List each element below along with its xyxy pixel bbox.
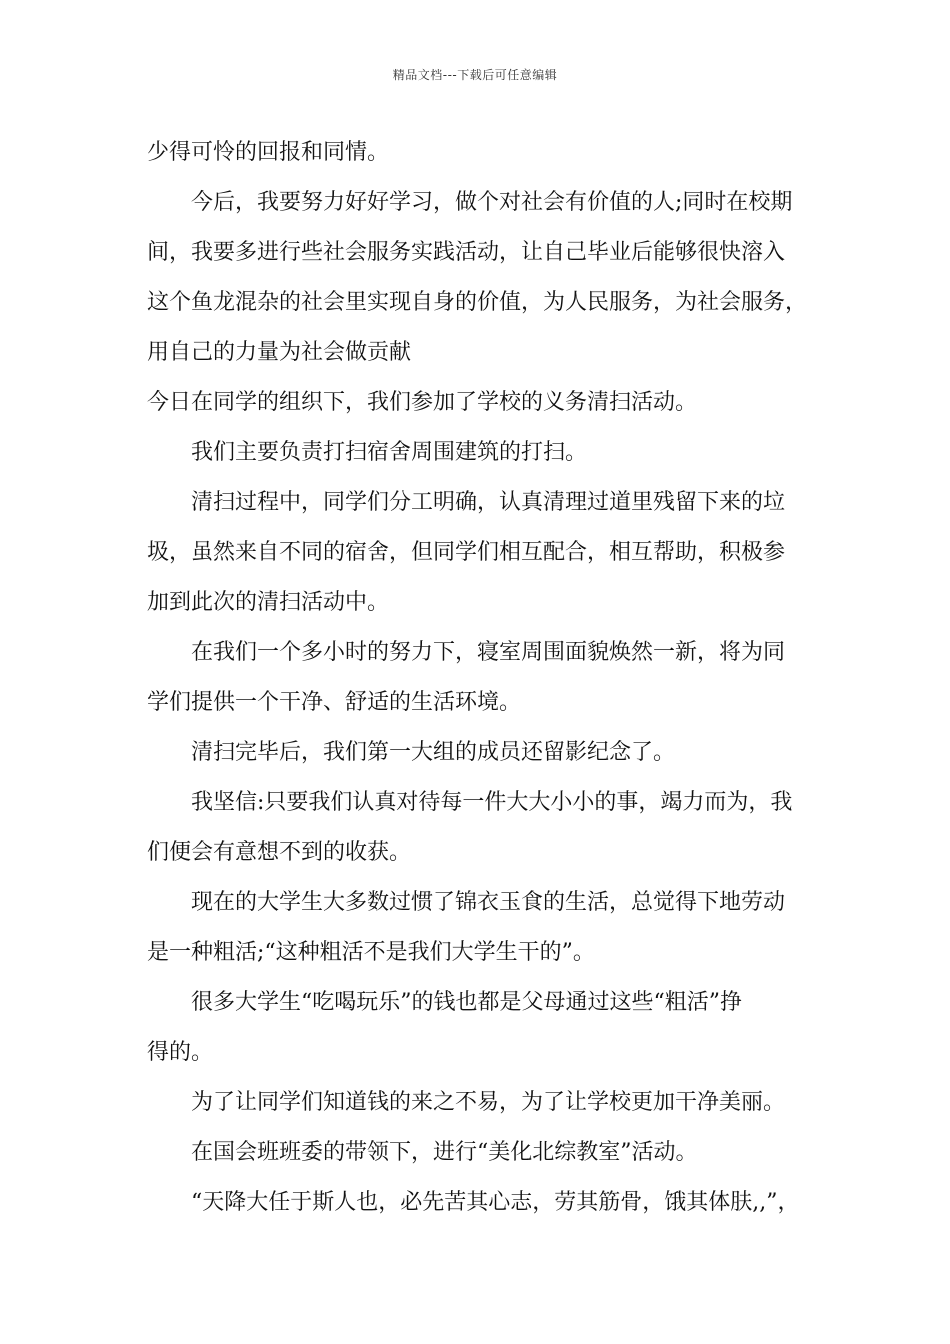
text-line: 在我们一个多小时的努力下，寝室周围面貌焕然一新，将为同 <box>191 640 786 665</box>
text-line: 今日在同学的组织下，我们参加了学校的义务清扫活动。 <box>147 390 698 415</box>
text-line: 得的。 <box>147 1040 214 1065</box>
text-line: 学们提供一个干净、舒适的生活环境。 <box>147 690 522 715</box>
text-line: 圾，虽然来自不同的宿舍，但同学们相互配合，相互帮助，积极参 <box>147 540 786 565</box>
text-line: 这个鱼龙混杂的社会里实现自身的价值，为人民服务，为社会服务， <box>147 290 808 315</box>
text-line: 是一种粗活;“这种粗活不是我们大学生干的”。 <box>147 940 595 965</box>
text-line: 我坚信:只要我们认真对待每一件大大小小的事，竭力而为，我 <box>191 790 793 815</box>
text-line: 加到此次的清扫活动中。 <box>147 590 390 615</box>
text-line: 少得可怜的回报和同情。 <box>147 140 390 165</box>
text-line: 间，我要多进行些社会服务实践活动，让自己毕业后能够很快溶入 <box>147 240 786 265</box>
text-line: 今后，我要努力好好学习，做个对社会有价值的人;同时在校期 <box>191 190 793 215</box>
document-body <box>147 128 827 1228</box>
page-header: 精品文档---下载后可任意编辑 <box>392 68 558 82</box>
text-line: 们便会有意想不到的收获。 <box>147 840 412 865</box>
text-line: 很多大学生“吃喝玩乐”的钱也都是父母通过这些“粗活”挣 <box>191 990 742 1015</box>
text-line: “天降大任于斯人也，必先苦其心志，劳其筋骨，饿其体肤,,”， <box>191 1190 800 1215</box>
text-line: 清扫过程中，同学们分工明确，认真清理过道里残留下来的垃 <box>191 490 786 515</box>
text-line: 在国会班班委的带领下，进行“美化北综教室”活动。 <box>191 1140 698 1165</box>
text-line: 现在的大学生大多数过惯了锦衣玉食的生活，总觉得下地劳动 <box>191 890 786 915</box>
text-line: 清扫完毕后，我们第一大组的成员还留影纪念了。 <box>191 740 676 765</box>
text-line: 为了让同学们知道钱的来之不易，为了让学校更加干净美丽。 <box>191 1090 786 1115</box>
text-line: 用自己的力量为社会做贡献 <box>147 340 412 365</box>
text-line: 我们主要负责打扫宿舍周围建筑的打扫。 <box>191 440 588 465</box>
